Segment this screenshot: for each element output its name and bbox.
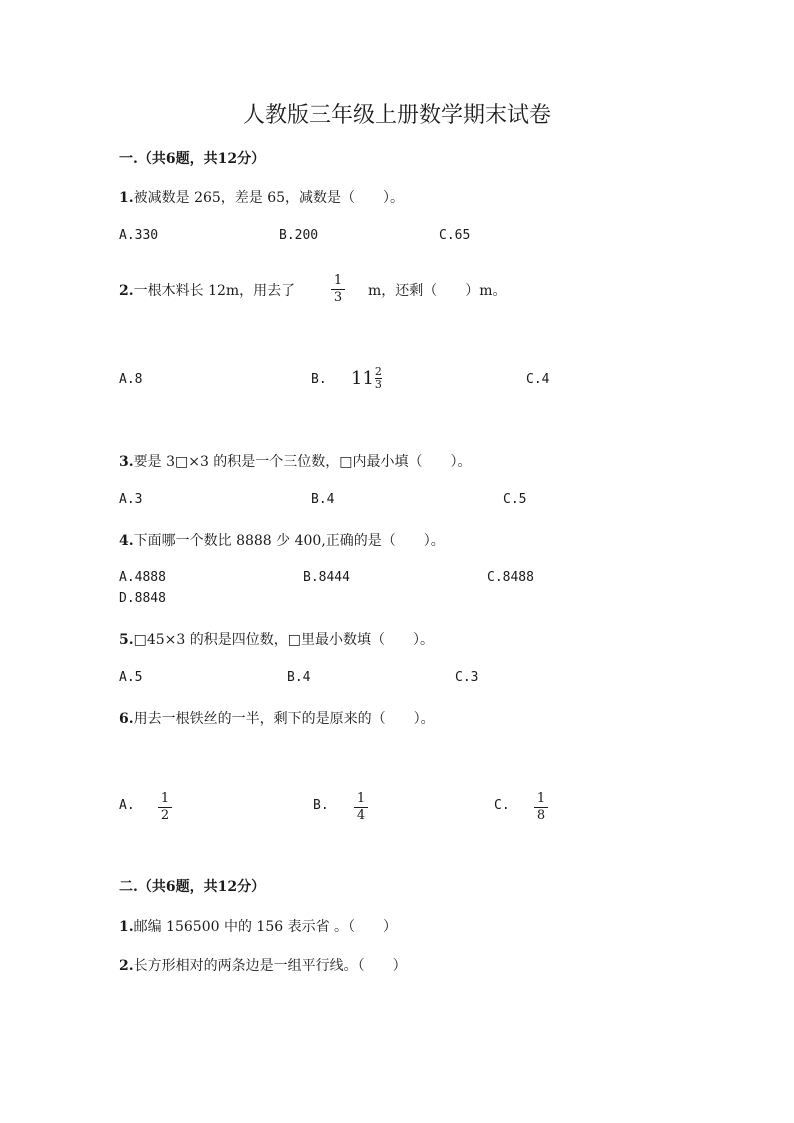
q5-option-c[interactable]: C.3: [455, 670, 479, 685]
q4-option-b[interactable]: B.8444: [303, 570, 350, 585]
q6-option-c-label[interactable]: C.: [494, 798, 510, 813]
denominator: 3: [333, 290, 343, 305]
fraction-one-third: [331, 274, 345, 305]
question-text: 长方形相对的两条边是一组平行线。（ ）: [133, 958, 407, 974]
question-2: [119, 280, 295, 300]
numerator: 1: [333, 273, 343, 288]
q3-option-b[interactable]: B.4: [311, 492, 335, 507]
numerator: 2: [374, 365, 382, 378]
question-number: 5.: [119, 632, 134, 648]
q6-option-b-fraction: [354, 792, 368, 823]
question-number: 2.: [119, 958, 134, 974]
question-number: 1.: [119, 919, 134, 935]
q6-option-c-fraction: [534, 792, 548, 823]
denominator: 8: [536, 808, 546, 823]
question-1: [119, 187, 404, 207]
question-text: 下面哪一个数比 8888 少 400,正确的是（ ）。: [133, 533, 445, 549]
whole-part: 11: [351, 368, 374, 389]
question-text: 要是 3□×3 的积是一个三位数，□内最小填（ ）。: [133, 454, 472, 470]
question-2-1: [119, 916, 397, 936]
numerator: 1: [160, 791, 170, 806]
q4-option-a[interactable]: A.4888: [119, 570, 166, 585]
q1-option-a[interactable]: A.330: [119, 228, 159, 243]
fraction-part: [375, 366, 382, 391]
q6-option-a-label[interactable]: A.: [119, 798, 135, 813]
question-2-text-after: m，还剩（ ）m。: [368, 283, 507, 299]
question-number: 2.: [119, 283, 134, 299]
q6-option-b-label[interactable]: B.: [313, 798, 329, 813]
denominator: 2: [160, 808, 170, 823]
question-3: [119, 451, 472, 471]
q1-option-c[interactable]: C.65: [439, 228, 471, 243]
question-text: 一根木料长 12m，用去了: [133, 283, 296, 299]
q4-option-c[interactable]: C.8488: [487, 570, 534, 585]
q5-option-b[interactable]: B.4: [287, 670, 311, 685]
question-number: 1.: [119, 190, 134, 206]
q3-option-c[interactable]: C.5: [503, 492, 527, 507]
question-number: 4.: [119, 533, 134, 549]
question-number: 3.: [119, 454, 134, 470]
question-5: [119, 629, 434, 649]
question-6: [119, 708, 435, 728]
section-1-header: 一.（共6题，共12分）: [119, 151, 266, 167]
question-number: 6.: [119, 711, 134, 727]
page-title: 人教版三年级上册数学期末试卷: [242, 103, 551, 128]
q2-option-a[interactable]: A.8: [119, 372, 143, 387]
denominator: 4: [356, 808, 366, 823]
section-2-header: 二.（共6题，共12分）: [119, 879, 266, 895]
q5-option-a[interactable]: A.5: [119, 670, 143, 685]
q2-option-b-mixed-number: [351, 366, 382, 391]
q3-option-a[interactable]: A.3: [119, 492, 143, 507]
numerator: 1: [536, 791, 546, 806]
q1-option-b[interactable]: B.200: [279, 228, 319, 243]
question-text: 邮编 156500 中的 156 表示省 。（ ）: [133, 919, 398, 935]
numerator: 1: [356, 791, 366, 806]
q2-option-c[interactable]: C.4: [526, 372, 550, 387]
question-text: □45×3 的积是四位数，□里最小数填（ ）。: [133, 632, 434, 648]
q2-option-b-label[interactable]: B.: [311, 372, 327, 387]
question-text: 用去一根铁丝的一半，剩下的是原来的（ ）。: [133, 711, 435, 727]
denominator: 3: [374, 378, 382, 391]
q4-option-d[interactable]: D.8848: [119, 591, 166, 606]
question-text: 被减数是 265，差是 65，减数是（ ）。: [133, 190, 405, 206]
q6-option-a-fraction: [158, 792, 172, 823]
question-2-2: [119, 955, 407, 975]
question-4: [119, 530, 445, 550]
